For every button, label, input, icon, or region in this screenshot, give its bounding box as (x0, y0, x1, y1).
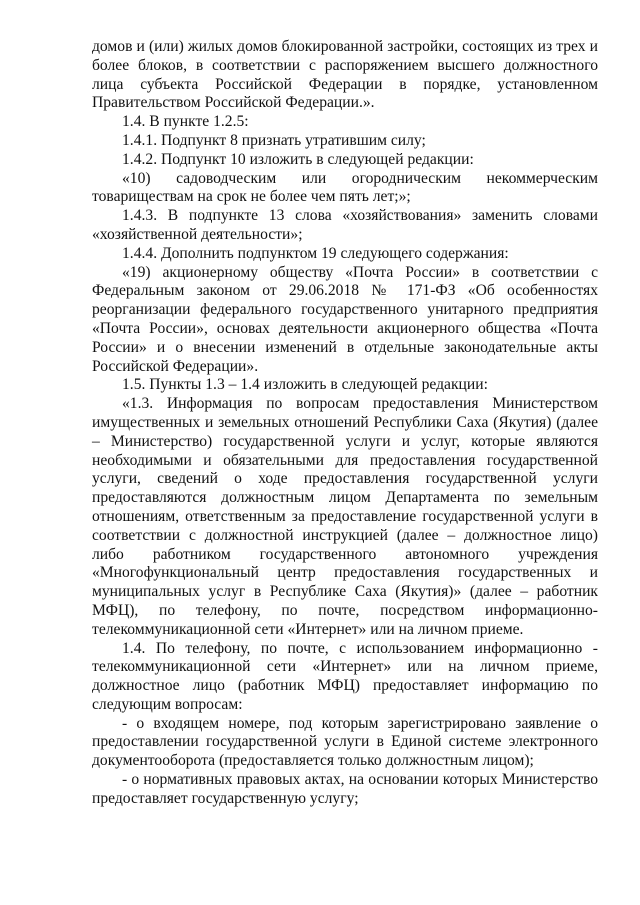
paragraph-1-4-3: 1.4.3. В подпункте 13 слова «хозяйствования» заменить словами «хозяйственной деятельности»; (92, 207, 598, 243)
paragraph-1-4-4: 1.4.4. Дополнить подпунктом 19 следующего содержания: (122, 244, 509, 262)
paragraph-1-4-2: 1.4.2. Подпункт 10 изложить в следующей редакции: (122, 150, 474, 168)
paragraph-new-1-4: 1.4. По телефону, по почте, с использованием информационно - телекоммуникационной сети «Интернет» или на личном приеме, должностное лицо (работник МФЦ) предоставляет информацию по следующим вопросам: (92, 639, 598, 713)
list-item-legal-acts: - о нормативных правовых актах, на основании которых Министерство предоставляет государственную услугу; (92, 771, 598, 807)
paragraph-1-4: 1.4. В пункте 1.2.5: (122, 113, 249, 131)
paragraph-subitem-10: «10) садоводческим или огородническим некоммерческим товариществам на срок не более чем пять лет;»; (92, 169, 598, 206)
paragraph-subitem-19: «19) акционерному обществу «Почта России» в соответствии с Федеральным законом от 29.06.2018 № 171-ФЗ «Об особенностях реорганизации федерального государственного унитарного предприятия «Почта России», основах деятельности акционерного общества «Почта России» и о внесении изменений в отдельные законодательные акты Российской Федерации». (92, 263, 598, 375)
paragraph-new-1-3: «1.3. Информация по вопросам предоставления Министерством имущественных и земельных отношений Республики Саха (Якутия) (далее – Министерство) государственной услуги и услуг, которые являются необходимыми и обязательными для предоставления государственной услуги, сведений о ходе предоставления государственной услуги предоставляются должностным лицом Департамента по земельным отношениям, ответственным за предоставление государственной услуги в соответствии с должностной инструкцией (далее – должностное лицо) либо работником государственного автономного учреждения «Многофункциональный центр предоставления государственных и муниципальных услуг в Республике Саха (Якутия)» (далее – работник МФЦ), по телефону, по почте, посредством информационно-телекоммуникационной сети «Интернет» или на личном приеме. (92, 395, 598, 638)
document-page (92, 38, 598, 809)
paragraph-1-5: 1.5. Пункты 1.3 – 1.4 изложить в следующей редакции: (122, 376, 488, 394)
paragraph-1-4-1: 1.4.1. Подпункт 8 признать утратившим силу; (122, 131, 426, 149)
list-item-incoming-number: - о входящем номере, под которым зарегистрировано заявление о предоставлении государственной услуги в Единой системе электронного документооборота (предоставляется только должностным лицом); (92, 714, 598, 770)
paragraph-continuation: домов и (или) жилых домов блокированной застройки, состоящих из трех и более блоков, в соответствии с распоряжением высшего должностного лица субъекта Российской Федерации в порядке, установленном Правительством Российской Федерации.». (92, 38, 598, 112)
